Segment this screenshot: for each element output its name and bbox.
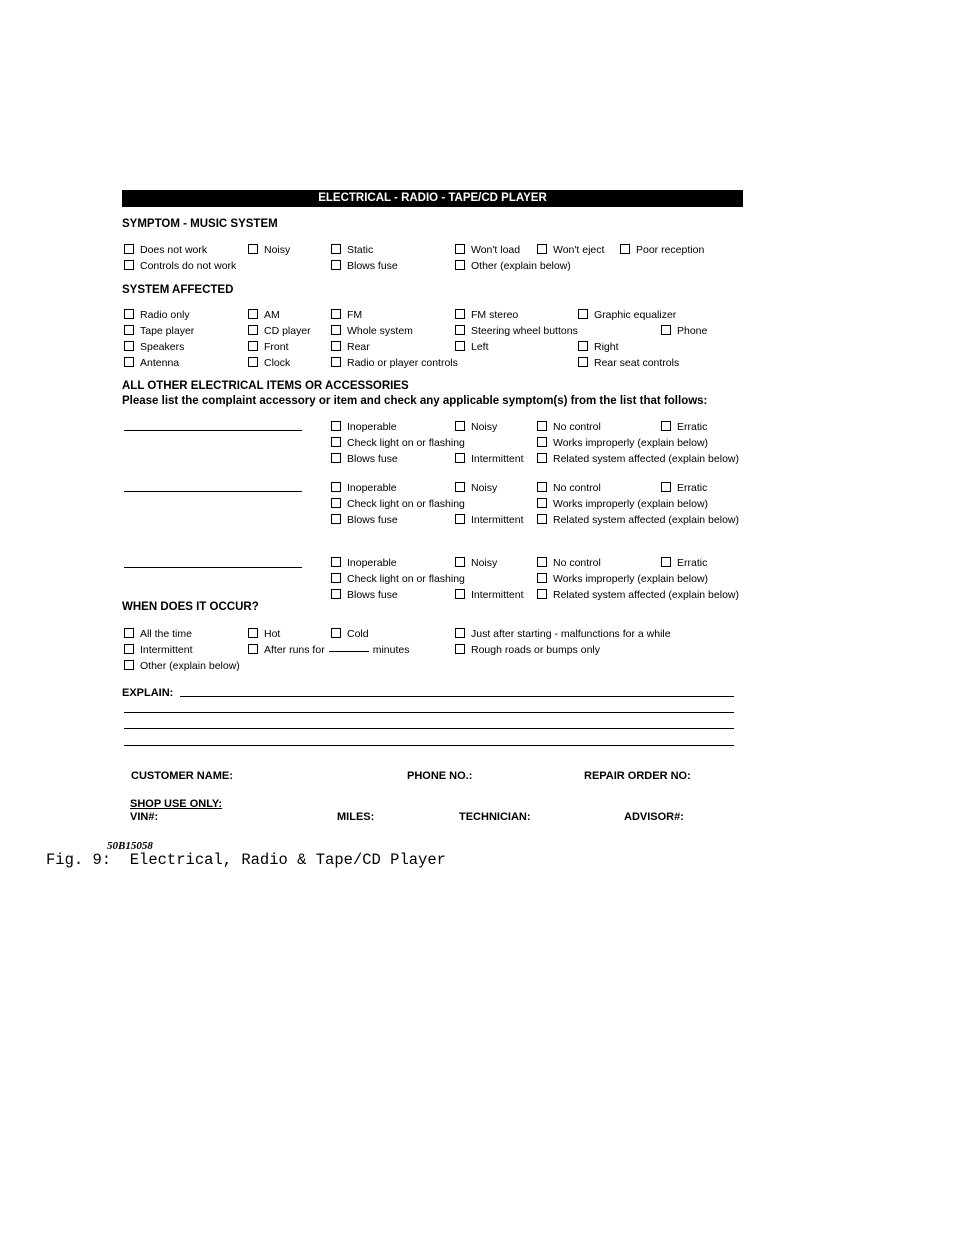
checkbox-icon [661, 557, 671, 567]
checkbox-blows-fuse[interactable]: Blows fuse [331, 260, 398, 272]
checkbox-no-control[interactable]: No control [537, 421, 601, 433]
checkbox-works-improperly[interactable]: Works improperly (explain below) [537, 498, 708, 510]
technician-label: TECHNICIAN: [459, 811, 531, 823]
checkbox-works-improperly[interactable]: Works improperly (explain below) [537, 437, 708, 449]
checkbox-radio-only[interactable]: Radio only [124, 309, 190, 321]
checkbox-fm[interactable]: FM [331, 309, 362, 321]
checkbox-graphic-equalizer[interactable]: Graphic equalizer [578, 309, 676, 321]
checkbox-icon [455, 482, 465, 492]
item-name-line[interactable] [124, 430, 302, 431]
checkbox-check-light[interactable]: Check light on or flashing [331, 573, 465, 585]
checkbox-icon [455, 644, 465, 654]
checkbox-related-system[interactable]: Related system affected (explain below) [537, 514, 739, 526]
checkbox-am[interactable]: AM [248, 309, 280, 321]
checkbox-icon [124, 260, 134, 270]
explain-line[interactable] [124, 712, 734, 713]
checkbox-erratic[interactable]: Erratic [661, 557, 707, 569]
checkbox-just-after-starting[interactable]: Just after starting - malfunctions for a while [455, 628, 671, 640]
checkbox-inoperable[interactable]: Inoperable [331, 482, 397, 494]
checkbox-related-system[interactable]: Related system affected (explain below) [537, 453, 739, 465]
checkbox-icon [124, 644, 134, 654]
checkbox-cd-player[interactable]: CD player [248, 325, 311, 337]
checkbox-other[interactable]: Other (explain below) [455, 260, 571, 272]
checkbox-icon [455, 589, 465, 599]
checkbox-poor-reception[interactable]: Poor reception [620, 244, 704, 256]
checkbox-icon [537, 589, 547, 599]
checkbox-icon [331, 341, 341, 351]
checkbox-icon [331, 557, 341, 567]
checkbox-static[interactable]: Static [331, 244, 373, 256]
checkbox-icon [124, 325, 134, 335]
checkbox-icon [248, 341, 258, 351]
other-items-heading: ALL OTHER ELECTRICAL ITEMS OR ACCESSORIES [122, 380, 409, 392]
checkbox-icon [537, 573, 547, 583]
checkbox-icon [455, 628, 465, 638]
checkbox-icon [455, 453, 465, 463]
checkbox-check-light[interactable]: Check light on or flashing [331, 437, 465, 449]
checkbox-icon [455, 260, 465, 270]
explain-line[interactable] [124, 728, 734, 729]
vin-label: VIN#: [130, 811, 159, 823]
checkbox-inoperable[interactable]: Inoperable [331, 421, 397, 433]
checkbox-icon [248, 628, 258, 638]
checkbox-icon [124, 341, 134, 351]
checkbox-icon [537, 514, 547, 524]
system-heading: SYSTEM AFFECTED [122, 284, 234, 296]
checkbox-icon [331, 453, 341, 463]
checkbox-blows-fuse[interactable]: Blows fuse [331, 514, 398, 526]
checkbox-icon [331, 482, 341, 492]
checkbox-icon [331, 357, 341, 367]
checkbox-intermittent[interactable]: Intermittent [455, 453, 524, 465]
checkbox-icon [455, 309, 465, 319]
checkbox-icon [331, 628, 341, 638]
checkbox-works-improperly[interactable]: Works improperly (explain below) [537, 573, 708, 585]
figure-caption: Fig. 9: Electrical, Radio & Tape/CD Player [46, 851, 446, 869]
customer-name-label: CUSTOMER NAME: [131, 770, 233, 782]
checkbox-icon [455, 325, 465, 335]
checkbox-after-runs-for[interactable]: After runs for minutes [248, 644, 409, 656]
checkbox-erratic[interactable]: Erratic [661, 421, 707, 433]
item-name-line[interactable] [124, 567, 302, 568]
checkbox-icon [537, 421, 547, 431]
checkbox-icon [331, 309, 341, 319]
checkbox-icon [455, 514, 465, 524]
checkbox-cold[interactable]: Cold [331, 628, 369, 640]
checkbox-icon [537, 482, 547, 492]
shop-use-only-label: SHOP USE ONLY: [130, 798, 223, 810]
checkbox-icon [248, 244, 258, 254]
checkbox-icon [248, 309, 258, 319]
checkbox-noisy[interactable]: Noisy [455, 557, 497, 569]
checkbox-rear-seat-controls[interactable]: Rear seat controls [578, 357, 679, 369]
checkbox-icon [537, 453, 547, 463]
checkbox-wont-load[interactable]: Won't load [455, 244, 520, 256]
checkbox-icon [661, 421, 671, 431]
checkbox-icon [455, 557, 465, 567]
checkbox-related-system[interactable]: Related system affected (explain below) [537, 589, 739, 601]
repair-order-label: REPAIR ORDER NO: [584, 770, 691, 782]
checkbox-erratic[interactable]: Erratic [661, 482, 707, 494]
checkbox-blows-fuse[interactable]: Blows fuse [331, 589, 398, 601]
checkbox-icon [455, 244, 465, 254]
phone-number-label: PHONE NO.: [407, 770, 473, 782]
figure-id: 50B15058 [107, 840, 153, 852]
checkbox-icon [661, 325, 671, 335]
checkbox-icon [331, 437, 341, 447]
checkbox-does-not-work[interactable]: Does not work [124, 244, 207, 256]
checkbox-icon [124, 244, 134, 254]
checkbox-icon [331, 498, 341, 508]
checkbox-icon [620, 244, 630, 254]
checkbox-icon [331, 573, 341, 583]
checkbox-icon [578, 341, 588, 351]
checkbox-wont-eject[interactable]: Won't eject [537, 244, 604, 256]
checkbox-speakers[interactable]: Speakers [124, 341, 184, 353]
checkbox-icon [331, 514, 341, 524]
checkbox-icon [331, 421, 341, 431]
checkbox-icon [331, 589, 341, 599]
checkbox-noisy[interactable]: Noisy [248, 244, 290, 256]
checkbox-antenna[interactable]: Antenna [124, 357, 179, 369]
checkbox-no-control[interactable]: No control [537, 482, 601, 494]
checkbox-left[interactable]: Left [455, 341, 489, 353]
checkbox-icon [248, 357, 258, 367]
checkbox-no-control[interactable]: No control [537, 557, 601, 569]
checkbox-inoperable[interactable]: Inoperable [331, 557, 397, 569]
checkbox-steering-wheel-buttons[interactable]: Steering wheel buttons [455, 325, 578, 337]
checkbox-phone[interactable]: Phone [661, 325, 707, 337]
checkbox-front[interactable]: Front [248, 341, 289, 353]
checkbox-icon [331, 244, 341, 254]
miles-label: MILES: [337, 811, 375, 823]
checkbox-hot[interactable]: Hot [248, 628, 280, 640]
minutes-blank-field[interactable] [329, 651, 369, 652]
item-name-line[interactable] [124, 491, 302, 492]
checkbox-radio-or-player-controls[interactable]: Radio or player controls [331, 357, 458, 369]
checkbox-icon [537, 437, 547, 447]
checkbox-icon [578, 357, 588, 367]
checkbox-icon [124, 628, 134, 638]
checkbox-noisy[interactable]: Noisy [455, 421, 497, 433]
checkbox-icon [537, 557, 547, 567]
checkbox-all-the-time[interactable]: All the time [124, 628, 192, 640]
checkbox-icon [248, 325, 258, 335]
checkbox-fm-stereo[interactable]: FM stereo [455, 309, 518, 321]
checkbox-intermittent[interactable]: Intermittent [124, 644, 193, 656]
form-title-bar: ELECTRICAL - RADIO - TAPE/CD PLAYER [122, 190, 743, 207]
explain-label: EXPLAIN: [122, 687, 174, 699]
checkbox-icon [124, 660, 134, 670]
checkbox-icon [248, 644, 258, 654]
explain-line[interactable] [180, 696, 734, 697]
checkbox-intermittent[interactable]: Intermittent [455, 589, 524, 601]
symptom-heading: SYMPTOM - MUSIC SYSTEM [122, 218, 278, 230]
checkbox-icon [455, 421, 465, 431]
checkbox-blows-fuse[interactable]: Blows fuse [331, 453, 398, 465]
checkbox-controls-do-not-work[interactable]: Controls do not work [124, 260, 236, 272]
checkbox-icon [537, 244, 547, 254]
checkbox-clock[interactable]: Clock [248, 357, 290, 369]
occur-heading: WHEN DOES IT OCCUR? [122, 601, 259, 613]
advisor-label: ADVISOR#: [624, 811, 684, 823]
checkbox-check-light[interactable]: Check light on or flashing [331, 498, 465, 510]
checkbox-icon [124, 357, 134, 367]
checkbox-icon [578, 309, 588, 319]
checkbox-other-explain[interactable]: Other (explain below) [124, 660, 240, 672]
checkbox-icon [331, 325, 341, 335]
checkbox-icon [661, 482, 671, 492]
checkbox-intermittent[interactable]: Intermittent [455, 514, 524, 526]
checkbox-noisy[interactable]: Noisy [455, 482, 497, 494]
checkbox-rough-roads[interactable]: Rough roads or bumps only [455, 644, 600, 656]
other-items-instruction: Please list the complaint accessory or item and check any applicable symptom(s) from the list that follows: [122, 395, 708, 407]
checkbox-right[interactable]: Right [578, 341, 619, 353]
checkbox-icon [124, 309, 134, 319]
checkbox-rear[interactable]: Rear [331, 341, 370, 353]
explain-line[interactable] [124, 745, 734, 746]
checkbox-icon [331, 260, 341, 270]
checkbox-icon [455, 341, 465, 351]
checkbox-whole-system[interactable]: Whole system [331, 325, 413, 337]
checkbox-tape-player[interactable]: Tape player [124, 325, 194, 337]
checkbox-icon [537, 498, 547, 508]
